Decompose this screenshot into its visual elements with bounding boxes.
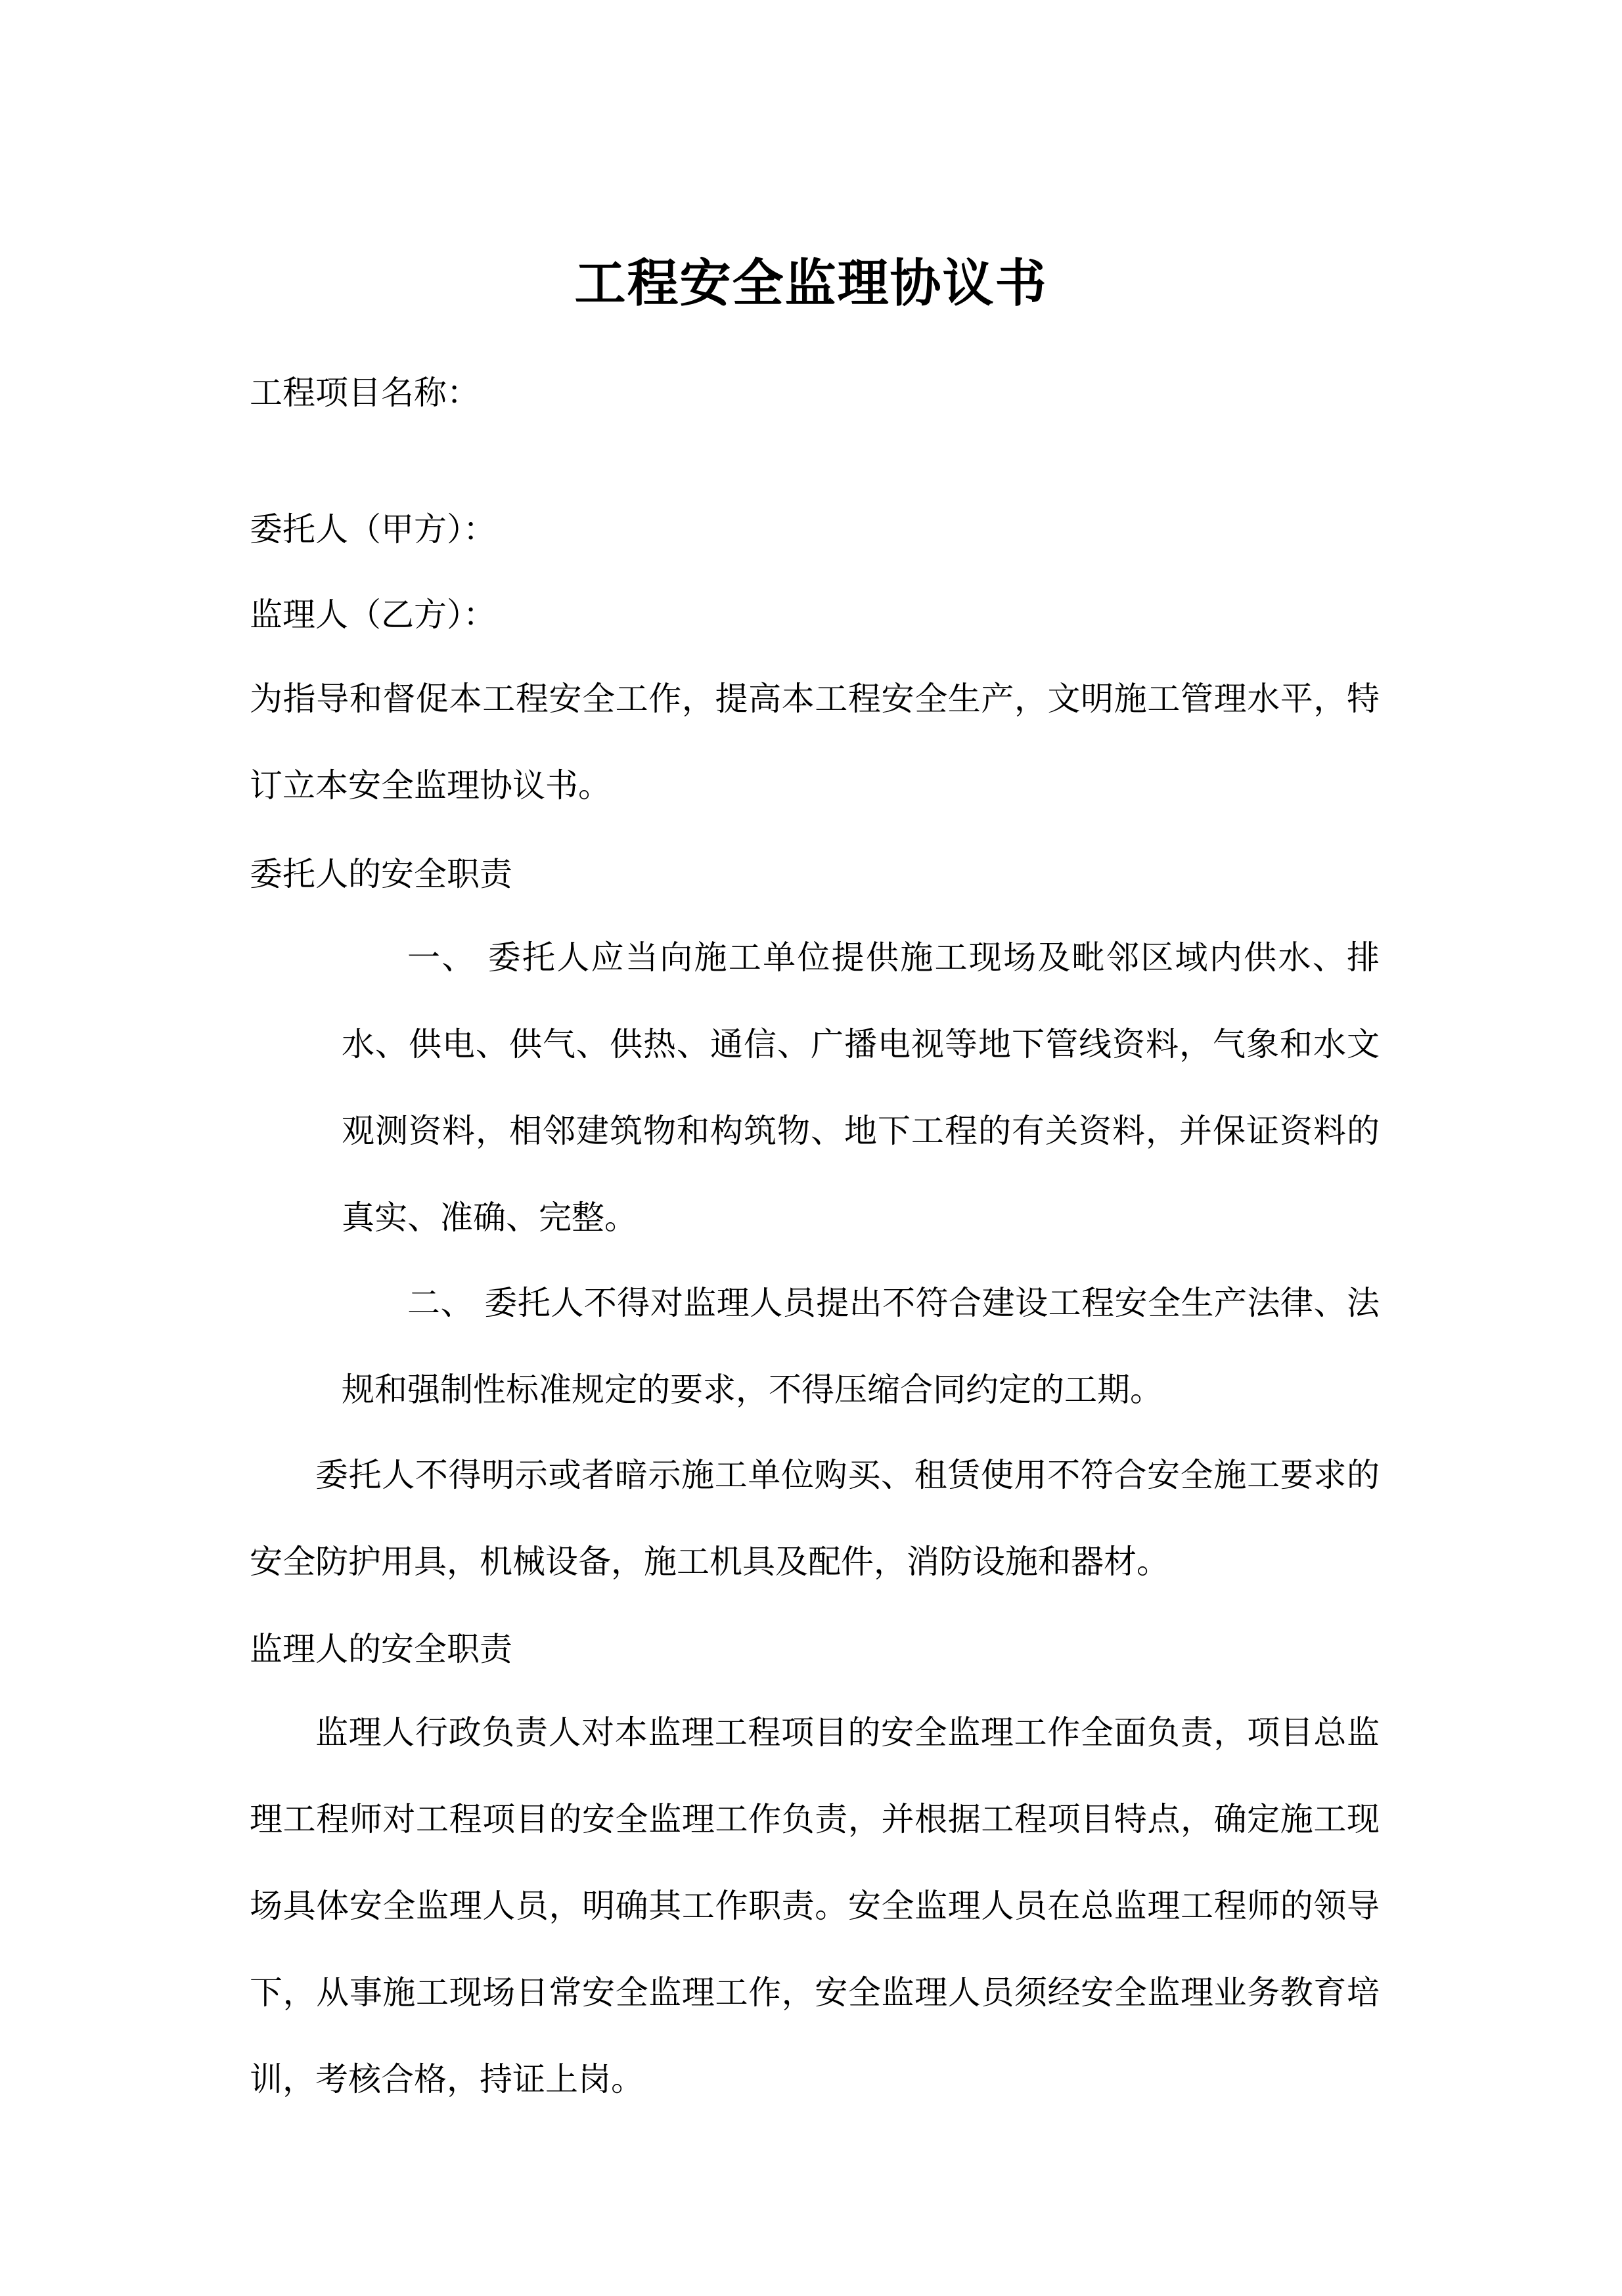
document-title: 工程安全监理协议书 [574,254,1048,314]
supervisor-duties-heading: 监理人的安全职责 [250,1630,512,1668]
client-duty-item-1: 一、 委托人应当向施工单位提供施工现场及毗邻区域内供水、排水、供电、供气、供热、通信、广播电视等地下管线资料，气象和水文观测资料，相邻建筑物和构筑物、地下工程的有关资料，并保证资料的真实、准确、完整。 [342,938,1380,1237]
project-name-label: 工程项目名称： [250,374,480,412]
client-duty-item-3: 委托人不得明示或者暗示施工单位购买、租赁使用不符合安全施工要求的安全防护用具，机械设备，施工机具及配件，消防设施和器材。 [250,1456,1380,1581]
client-duties-heading: 委托人的安全职责 [250,855,512,893]
supervisor-party-label: 监理人（乙方）： [250,596,496,634]
supervisor-duty-paragraph: 监理人行政负责人对本监理工程项目的安全监理工作全面负责，项目总监理工程师对工程项目的安全监理工作负责，并根据工程项目特点，确定施工现场具体安全监理人员，明确其工作职责。安全监理人员在总监理工程师的领导下，从事施工现场日常安全监理工作，安全监理人员须经安全监理业务教育培训，考核合格，持证上岗。 [250,1713,1380,2098]
client-duty-item-2: 二、 委托人不得对监理人员提出不符合建设工程安全生产法律、法规和强制性标准规定的要求，不得压缩合同约定的工期。 [342,1284,1380,1409]
intro-paragraph: 为指导和督促本工程安全工作，提高本工程安全生产，文明施工管理水平，特订立本安全监理协议书。 [250,680,1380,805]
client-party-label: 委托人（甲方）： [250,510,496,548]
